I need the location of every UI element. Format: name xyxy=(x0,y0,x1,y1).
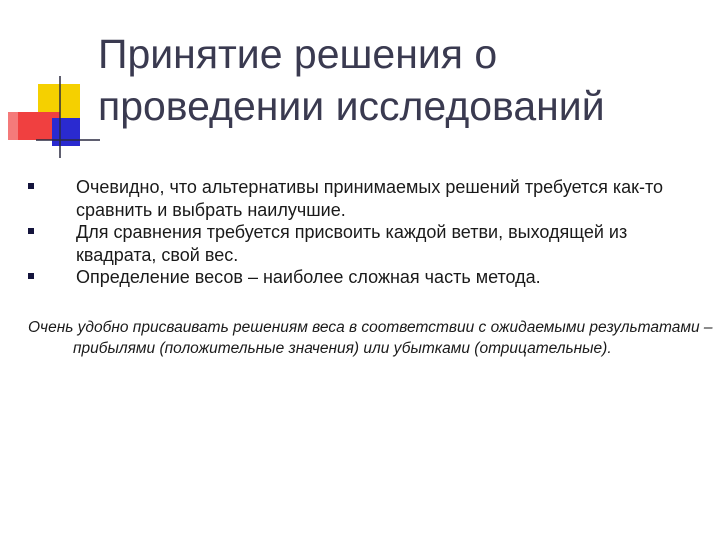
italic-note: Очень удобно присваивать решениям веса в соответствии с ожидаемыми результатами – прибылями (положительные значения) или убытками (отрицательные). xyxy=(28,319,713,357)
title-line-1: Принятие решения о xyxy=(98,31,498,77)
square-bullet-icon xyxy=(28,273,34,279)
bullet-text: Определение весов – наиболее сложная часть метода. xyxy=(76,267,541,287)
decorative-logo-icon xyxy=(0,0,100,170)
bullet-text: Очевидно, что альтернативы принимаемых решений требуется как-то сравнить и выбрать наилучшие. xyxy=(76,177,664,220)
bullet-list xyxy=(28,176,708,289)
bullet-item xyxy=(28,221,708,266)
bullet-item xyxy=(28,176,708,221)
bullet-text: Для сравнения требуется присвоить каждой ветви, выходящей из квадрата, свой вес. xyxy=(76,222,628,265)
title-line-2: проведении исследований xyxy=(98,83,605,129)
square-bullet-icon xyxy=(28,228,34,234)
slide-title xyxy=(98,28,698,132)
square-bullet-icon xyxy=(28,183,34,189)
bullet-item xyxy=(28,266,708,289)
